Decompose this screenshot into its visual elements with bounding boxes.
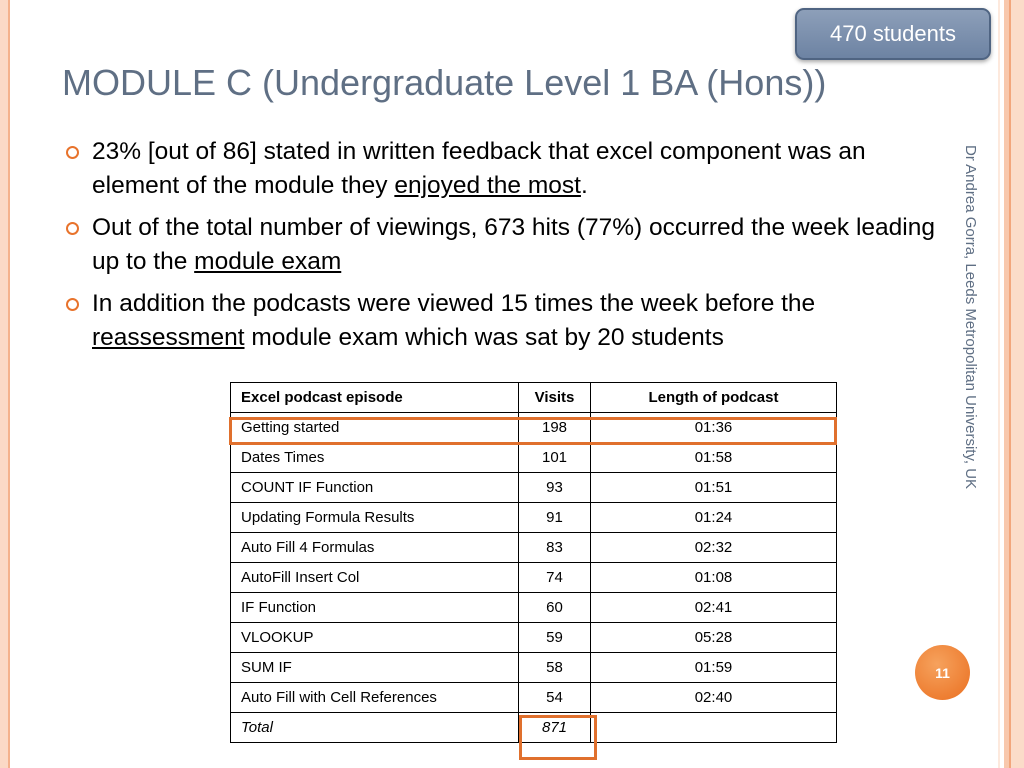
visits-cell: 198 bbox=[519, 413, 591, 443]
visits-cell: 93 bbox=[519, 473, 591, 503]
visits-cell: 60 bbox=[519, 593, 591, 623]
visits-cell: 91 bbox=[519, 503, 591, 533]
bullet-item bbox=[62, 287, 937, 355]
length-cell: 01:51 bbox=[591, 473, 837, 503]
length-cell: 01:58 bbox=[591, 443, 837, 473]
table-row bbox=[231, 683, 837, 713]
episode-cell: Getting started bbox=[231, 413, 519, 443]
bullet-underlined-text: module exam bbox=[194, 248, 342, 275]
episode-cell: Updating Formula Results bbox=[231, 503, 519, 533]
episode-cell: Auto Fill with Cell References bbox=[231, 683, 519, 713]
visits-cell: 74 bbox=[519, 563, 591, 593]
table-row bbox=[231, 503, 837, 533]
length-cell: 05:28 bbox=[591, 623, 837, 653]
bullet-circle-icon bbox=[66, 146, 79, 159]
length-cell: 01:36 bbox=[591, 413, 837, 443]
visits-cell: 83 bbox=[519, 533, 591, 563]
visits-cell: 54 bbox=[519, 683, 591, 713]
episode-cell: SUM IF bbox=[231, 653, 519, 683]
bullet-underlined-text: reassessment bbox=[92, 324, 245, 351]
bullet-text-end: . bbox=[580, 172, 588, 199]
length-cell: 02:41 bbox=[591, 593, 837, 623]
episode-cell: VLOOKUP bbox=[231, 623, 519, 653]
visits-cell: 101 bbox=[519, 443, 591, 473]
left-decor-stripe bbox=[0, 0, 8, 768]
right-decor-thin-line bbox=[998, 0, 1000, 768]
visits-cell: 59 bbox=[519, 623, 591, 653]
author-credit: Dr Andrea Gorra, Leeds Metropolitan University, UK bbox=[962, 145, 979, 490]
table-row bbox=[231, 443, 837, 473]
table-row bbox=[231, 533, 837, 563]
total-highlight-box bbox=[519, 715, 597, 760]
length-cell: 01:24 bbox=[591, 503, 837, 533]
right-decor-band bbox=[1011, 0, 1024, 768]
episode-cell: Dates Times bbox=[231, 443, 519, 473]
bullet-text: 23% [out of 86] stated in written feedback that excel component was an element of the module they bbox=[92, 138, 866, 199]
length-cell: 01:08 bbox=[591, 563, 837, 593]
column-header-visits: Visits bbox=[519, 383, 591, 413]
episode-cell: AutoFill Insert Col bbox=[231, 563, 519, 593]
bullet-item bbox=[62, 211, 937, 279]
bullet-circle-icon bbox=[66, 222, 79, 235]
row-highlight-box bbox=[229, 417, 837, 445]
bullet-item bbox=[62, 135, 937, 203]
episode-cell: COUNT IF Function bbox=[231, 473, 519, 503]
bullet-text: In addition the podcasts were viewed 15 times the week before the bbox=[92, 290, 816, 317]
total-length-cell bbox=[591, 713, 837, 743]
table-row bbox=[231, 593, 837, 623]
bullet-text-end: module exam which was sat by 20 students bbox=[244, 324, 724, 351]
length-cell: 02:32 bbox=[591, 533, 837, 563]
students-badge: 470 students bbox=[795, 8, 991, 60]
visits-cell: 58 bbox=[519, 653, 591, 683]
page-number-badge: 11 bbox=[915, 645, 970, 700]
episode-cell: IF Function bbox=[231, 593, 519, 623]
bullet-underlined-text: enjoyed the most bbox=[394, 172, 581, 199]
column-header-episode: Excel podcast episode bbox=[231, 383, 519, 413]
table-row bbox=[231, 563, 837, 593]
length-cell: 02:40 bbox=[591, 683, 837, 713]
length-cell: 01:59 bbox=[591, 653, 837, 683]
table-row bbox=[231, 623, 837, 653]
column-header-length: Length of podcast bbox=[591, 383, 837, 413]
bullet-list bbox=[62, 135, 937, 363]
total-visits-cell: 871 bbox=[519, 713, 591, 743]
bullet-text: Out of the total number of viewings, 673 hits (77%) occurred the week leading up to the bbox=[92, 214, 935, 275]
total-label-cell: Total bbox=[231, 713, 519, 743]
left-decor-line bbox=[8, 0, 10, 768]
table-header-row bbox=[231, 383, 837, 413]
table-row bbox=[231, 653, 837, 683]
episode-cell: Auto Fill 4 Formulas bbox=[231, 533, 519, 563]
slide-title: MODULE C (Undergraduate Level 1 BA (Hons)) bbox=[62, 62, 827, 103]
bullet-circle-icon bbox=[66, 298, 79, 311]
table-row bbox=[231, 473, 837, 503]
